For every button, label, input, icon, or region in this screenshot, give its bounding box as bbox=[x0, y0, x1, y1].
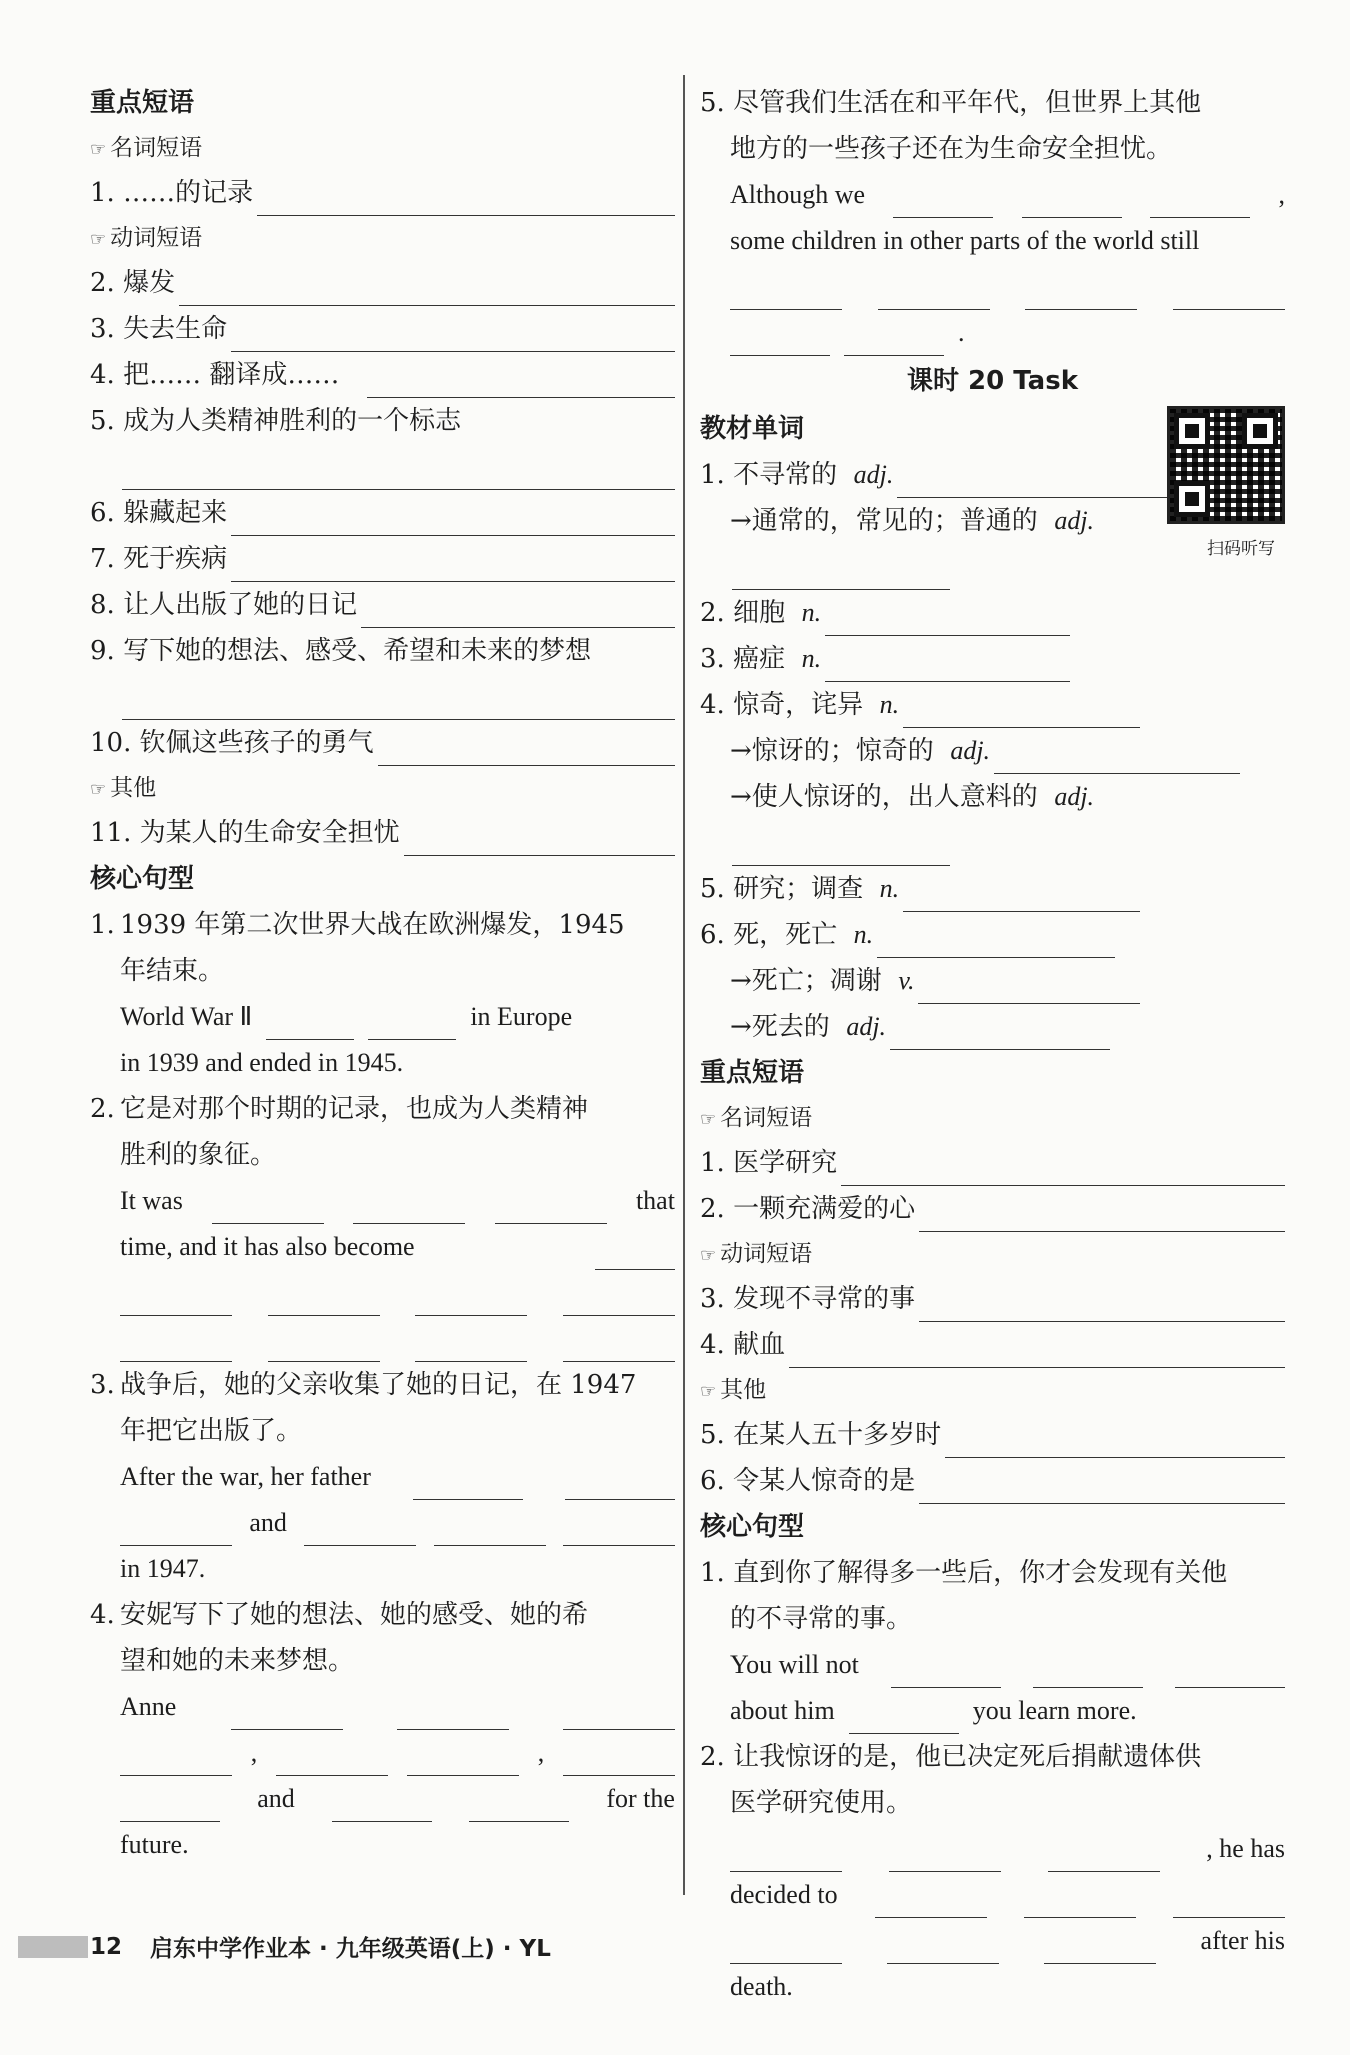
answer-blank[interactable] bbox=[563, 1701, 675, 1730]
answer-blank[interactable] bbox=[231, 503, 675, 536]
answer-blank[interactable] bbox=[332, 1793, 432, 1822]
answer-blank[interactable] bbox=[1150, 189, 1250, 218]
answer-blank[interactable] bbox=[841, 1153, 1285, 1186]
answer-blank[interactable] bbox=[231, 1701, 343, 1730]
answer-blank[interactable] bbox=[122, 457, 675, 490]
section-heading-vocabulary: 教材单词 bbox=[700, 414, 805, 444]
answer-blank[interactable] bbox=[415, 1287, 527, 1316]
vocab-item: 5. 研究；调查 n. bbox=[700, 866, 1140, 912]
answer-blank[interactable] bbox=[268, 1333, 380, 1362]
answer-blank[interactable] bbox=[903, 879, 1140, 912]
answer-blank[interactable] bbox=[179, 273, 675, 306]
answer-blank[interactable] bbox=[563, 1517, 675, 1546]
answer-blank[interactable] bbox=[120, 1517, 232, 1546]
answer-blank[interactable] bbox=[120, 1747, 232, 1776]
phrase-item: 4. 把…… 翻译成…… bbox=[90, 352, 675, 398]
answer-blank[interactable] bbox=[266, 1011, 354, 1040]
answer-blank[interactable] bbox=[563, 1333, 675, 1362]
subheading-other: ☞ 其他 bbox=[700, 1377, 767, 1403]
answer-blank[interactable] bbox=[120, 1793, 220, 1822]
sentence-item: 5. 尽管我们生活在和平年代，但世界上其他 地方的一些孩子还在为生命安全担忧。 Although we , some children in other parts of the world still . bbox=[700, 80, 1285, 356]
answer-blank[interactable] bbox=[893, 189, 993, 218]
answer-blank[interactable] bbox=[1022, 189, 1122, 218]
answer-blank[interactable] bbox=[565, 1471, 675, 1500]
answer-blank[interactable] bbox=[878, 281, 990, 310]
answer-blank[interactable] bbox=[1044, 1935, 1156, 1964]
answer-blank[interactable] bbox=[1173, 281, 1285, 310]
subheading-verb-phrases: ☞ 动词短语 bbox=[700, 1241, 813, 1267]
answer-blank[interactable] bbox=[789, 1335, 1285, 1368]
answer-blank[interactable] bbox=[890, 1017, 1110, 1050]
answer-blank[interactable] bbox=[903, 695, 1140, 728]
answer-blank[interactable] bbox=[825, 603, 1070, 636]
answer-blank[interactable] bbox=[212, 1195, 324, 1224]
phrase-item: 3. 失去生命 bbox=[90, 306, 675, 352]
answer-blank[interactable] bbox=[730, 1935, 842, 1964]
answer-blank[interactable] bbox=[276, 1747, 388, 1776]
vocab-item: 3. 癌症 n. bbox=[700, 636, 1070, 682]
answer-blank[interactable] bbox=[730, 1843, 842, 1872]
phrase-item: 6. 令某人惊奇的是 bbox=[700, 1458, 1285, 1504]
answer-blank[interactable] bbox=[368, 1011, 456, 1040]
right-column bbox=[700, 80, 1285, 2010]
answer-blank[interactable] bbox=[495, 1195, 607, 1224]
vocab-item: →通常的，常见的；普通的 adj. bbox=[730, 506, 1095, 536]
section-heading-phrases: 重点短语 bbox=[90, 88, 195, 118]
phrase-item: 5. 在某人五十多岁时 bbox=[700, 1412, 1285, 1458]
phrase-item: 1. 医学研究 bbox=[700, 1140, 1285, 1186]
phrase-item: 4. 献血 bbox=[700, 1322, 1285, 1368]
answer-blank[interactable] bbox=[563, 1287, 675, 1316]
phrase-item: 11. 为某人的生命安全担忧 bbox=[90, 810, 675, 856]
answer-blank[interactable] bbox=[918, 971, 1140, 1004]
phrase-item: 7. 死于疾病 bbox=[90, 536, 675, 582]
answer-blank[interactable] bbox=[353, 1195, 465, 1224]
answer-blank[interactable] bbox=[563, 1747, 675, 1776]
phrase-item: 6. 躲藏起来 bbox=[90, 490, 675, 536]
section-heading-sentences: 核心句型 bbox=[90, 864, 195, 894]
answer-blank[interactable] bbox=[732, 833, 950, 866]
sentence-item: 2. 让我惊讶的是，他已决定死后捐献遗体供 医学研究使用。 , he has decided to after his death. bbox=[700, 1742, 1285, 2001]
answer-blank[interactable] bbox=[844, 327, 944, 356]
answer-blank[interactable] bbox=[413, 1471, 523, 1500]
vocab-item: →死亡；凋谢 v. bbox=[700, 958, 1140, 1004]
page-number: 12 bbox=[90, 1933, 123, 1960]
sentence-item: 1. 1939 年第二次世界大战在欧洲爆发，1945 年结束。 World War Ⅱ in Europe in 1939 and ended in 1945. bbox=[90, 910, 625, 1077]
answer-blank[interactable] bbox=[434, 1517, 546, 1546]
answer-blank[interactable] bbox=[268, 1287, 380, 1316]
sentence-item: 1. 直到你了解得多一些后，你才会发现有关他 的不寻常的事。 You will not about him you learn more. bbox=[700, 1550, 1285, 1734]
sentence-item: 4. 安妮写下了她的想法、她的感受、她的希 望和她的未来梦想。 Anne , , and for the future. bbox=[90, 1600, 675, 1859]
pointing-hand-icon: ☞ bbox=[700, 1109, 717, 1130]
lesson-title: 课时 20 Task bbox=[907, 366, 1078, 396]
answer-blank[interactable] bbox=[415, 1333, 527, 1362]
vocabulary-section bbox=[700, 406, 1285, 1050]
sentence-item: 3. 战争后，她的父亲收集了她的日记，在 1947 年把它出版了。 After the war, her father and in 1947. bbox=[90, 1362, 675, 1592]
vocab-item: 6. 死，死亡 n. bbox=[700, 912, 1115, 958]
pointing-hand-icon: ☞ bbox=[90, 229, 107, 250]
page-footer bbox=[90, 1930, 551, 1963]
vocab-item: 1. 不寻常的 adj. bbox=[700, 452, 1170, 498]
answer-blank[interactable] bbox=[919, 1471, 1285, 1504]
answer-blank[interactable] bbox=[875, 1889, 987, 1918]
answer-blank[interactable] bbox=[945, 1425, 1285, 1458]
pointing-hand-icon: ☞ bbox=[700, 1245, 717, 1266]
answer-blank[interactable] bbox=[1025, 281, 1137, 310]
subheading-verb-phrases: ☞ 动词短语 bbox=[90, 225, 203, 251]
answer-blank[interactable] bbox=[1033, 1659, 1143, 1688]
answer-blank[interactable] bbox=[304, 1517, 416, 1546]
answer-blank[interactable] bbox=[887, 1935, 999, 1964]
answer-blank[interactable] bbox=[378, 733, 675, 766]
answer-blank[interactable] bbox=[257, 183, 675, 216]
left-column bbox=[90, 80, 675, 1868]
answer-blank[interactable] bbox=[367, 365, 675, 398]
answer-blank[interactable] bbox=[891, 1659, 1001, 1688]
vocab-item: 2. 细胞 n. bbox=[700, 590, 1070, 636]
answer-blank[interactable] bbox=[919, 1199, 1285, 1232]
answer-blank[interactable] bbox=[407, 1747, 519, 1776]
answer-blank[interactable] bbox=[994, 741, 1240, 774]
answer-blank[interactable] bbox=[730, 327, 830, 356]
answer-blank[interactable] bbox=[877, 925, 1115, 958]
vocab-item: 4. 惊奇，诧异 n. bbox=[700, 682, 1140, 728]
subheading-noun-phrases: ☞ 名词短语 bbox=[700, 1105, 813, 1131]
answer-blank[interactable] bbox=[469, 1793, 569, 1822]
answer-blank[interactable] bbox=[897, 465, 1170, 498]
pointing-hand-icon: ☞ bbox=[90, 779, 107, 800]
answer-blank[interactable] bbox=[595, 1241, 675, 1270]
phrase-item: 5. 成为人类精神胜利的一个标志 bbox=[90, 406, 462, 436]
answer-blank[interactable] bbox=[1173, 1889, 1285, 1918]
phrase-item: 2. 一颗充满爱的心 bbox=[700, 1186, 1285, 1232]
phrase-item: 9. 写下她的想法、感受、希望和未来的梦想 bbox=[90, 636, 592, 666]
answer-blank[interactable] bbox=[849, 1705, 959, 1734]
answer-blank[interactable] bbox=[825, 649, 1070, 682]
subheading-noun-phrases: ☞ 名词短语 bbox=[90, 135, 203, 161]
vocab-item: →死去的 adj. bbox=[700, 1004, 1110, 1050]
answer-blank[interactable] bbox=[231, 319, 675, 352]
pointing-hand-icon: ☞ bbox=[700, 1381, 717, 1402]
qr-caption: 扫码听写 bbox=[1207, 539, 1275, 559]
answer-blank[interactable] bbox=[231, 549, 675, 582]
answer-blank[interactable] bbox=[1175, 1659, 1285, 1688]
vocab-item: →惊讶的；惊奇的 adj. bbox=[700, 728, 1240, 774]
sentence-item: 2. 它是对那个时期的记录，也成为人类精神 胜利的象征。 It was that time, and it has also become bbox=[90, 1086, 675, 1362]
answer-blank[interactable] bbox=[120, 1287, 232, 1316]
book-title: 启东中学作业本 · 九年级英语(上) · YL bbox=[150, 1936, 551, 1962]
column-divider bbox=[683, 75, 685, 1895]
phrase-item: 3. 发现不寻常的事 bbox=[700, 1276, 1285, 1322]
answer-blank[interactable] bbox=[1048, 1843, 1160, 1872]
phrase-item: 2. 爆发 bbox=[90, 260, 675, 306]
section-heading-sentences: 核心句型 bbox=[700, 1512, 805, 1542]
vocab-item: →使人惊讶的，出人意料的 adj. bbox=[730, 782, 1095, 812]
phrase-item: 10. 钦佩这些孩子的勇气 bbox=[90, 720, 675, 766]
answer-blank[interactable] bbox=[1024, 1889, 1136, 1918]
section-heading-phrases: 重点短语 bbox=[700, 1058, 805, 1088]
subheading-other: ☞ 其他 bbox=[90, 775, 157, 801]
phrase-item: 8. 让人出版了她的日记 bbox=[90, 582, 675, 628]
answer-blank[interactable] bbox=[732, 557, 950, 590]
answer-blank[interactable] bbox=[404, 823, 675, 856]
pointing-hand-icon: ☞ bbox=[90, 139, 107, 160]
qr-code-icon[interactable] bbox=[1167, 406, 1285, 524]
answer-blank[interactable] bbox=[889, 1843, 1001, 1872]
answer-blank[interactable] bbox=[122, 687, 675, 720]
answer-blank[interactable] bbox=[730, 281, 842, 310]
phrase-item: 1. ……的记录 bbox=[90, 170, 675, 216]
answer-blank[interactable] bbox=[361, 595, 675, 628]
answer-blank[interactable] bbox=[397, 1701, 509, 1730]
answer-blank[interactable] bbox=[120, 1333, 232, 1362]
footer-bar bbox=[18, 1936, 88, 1958]
answer-blank[interactable] bbox=[919, 1289, 1285, 1322]
